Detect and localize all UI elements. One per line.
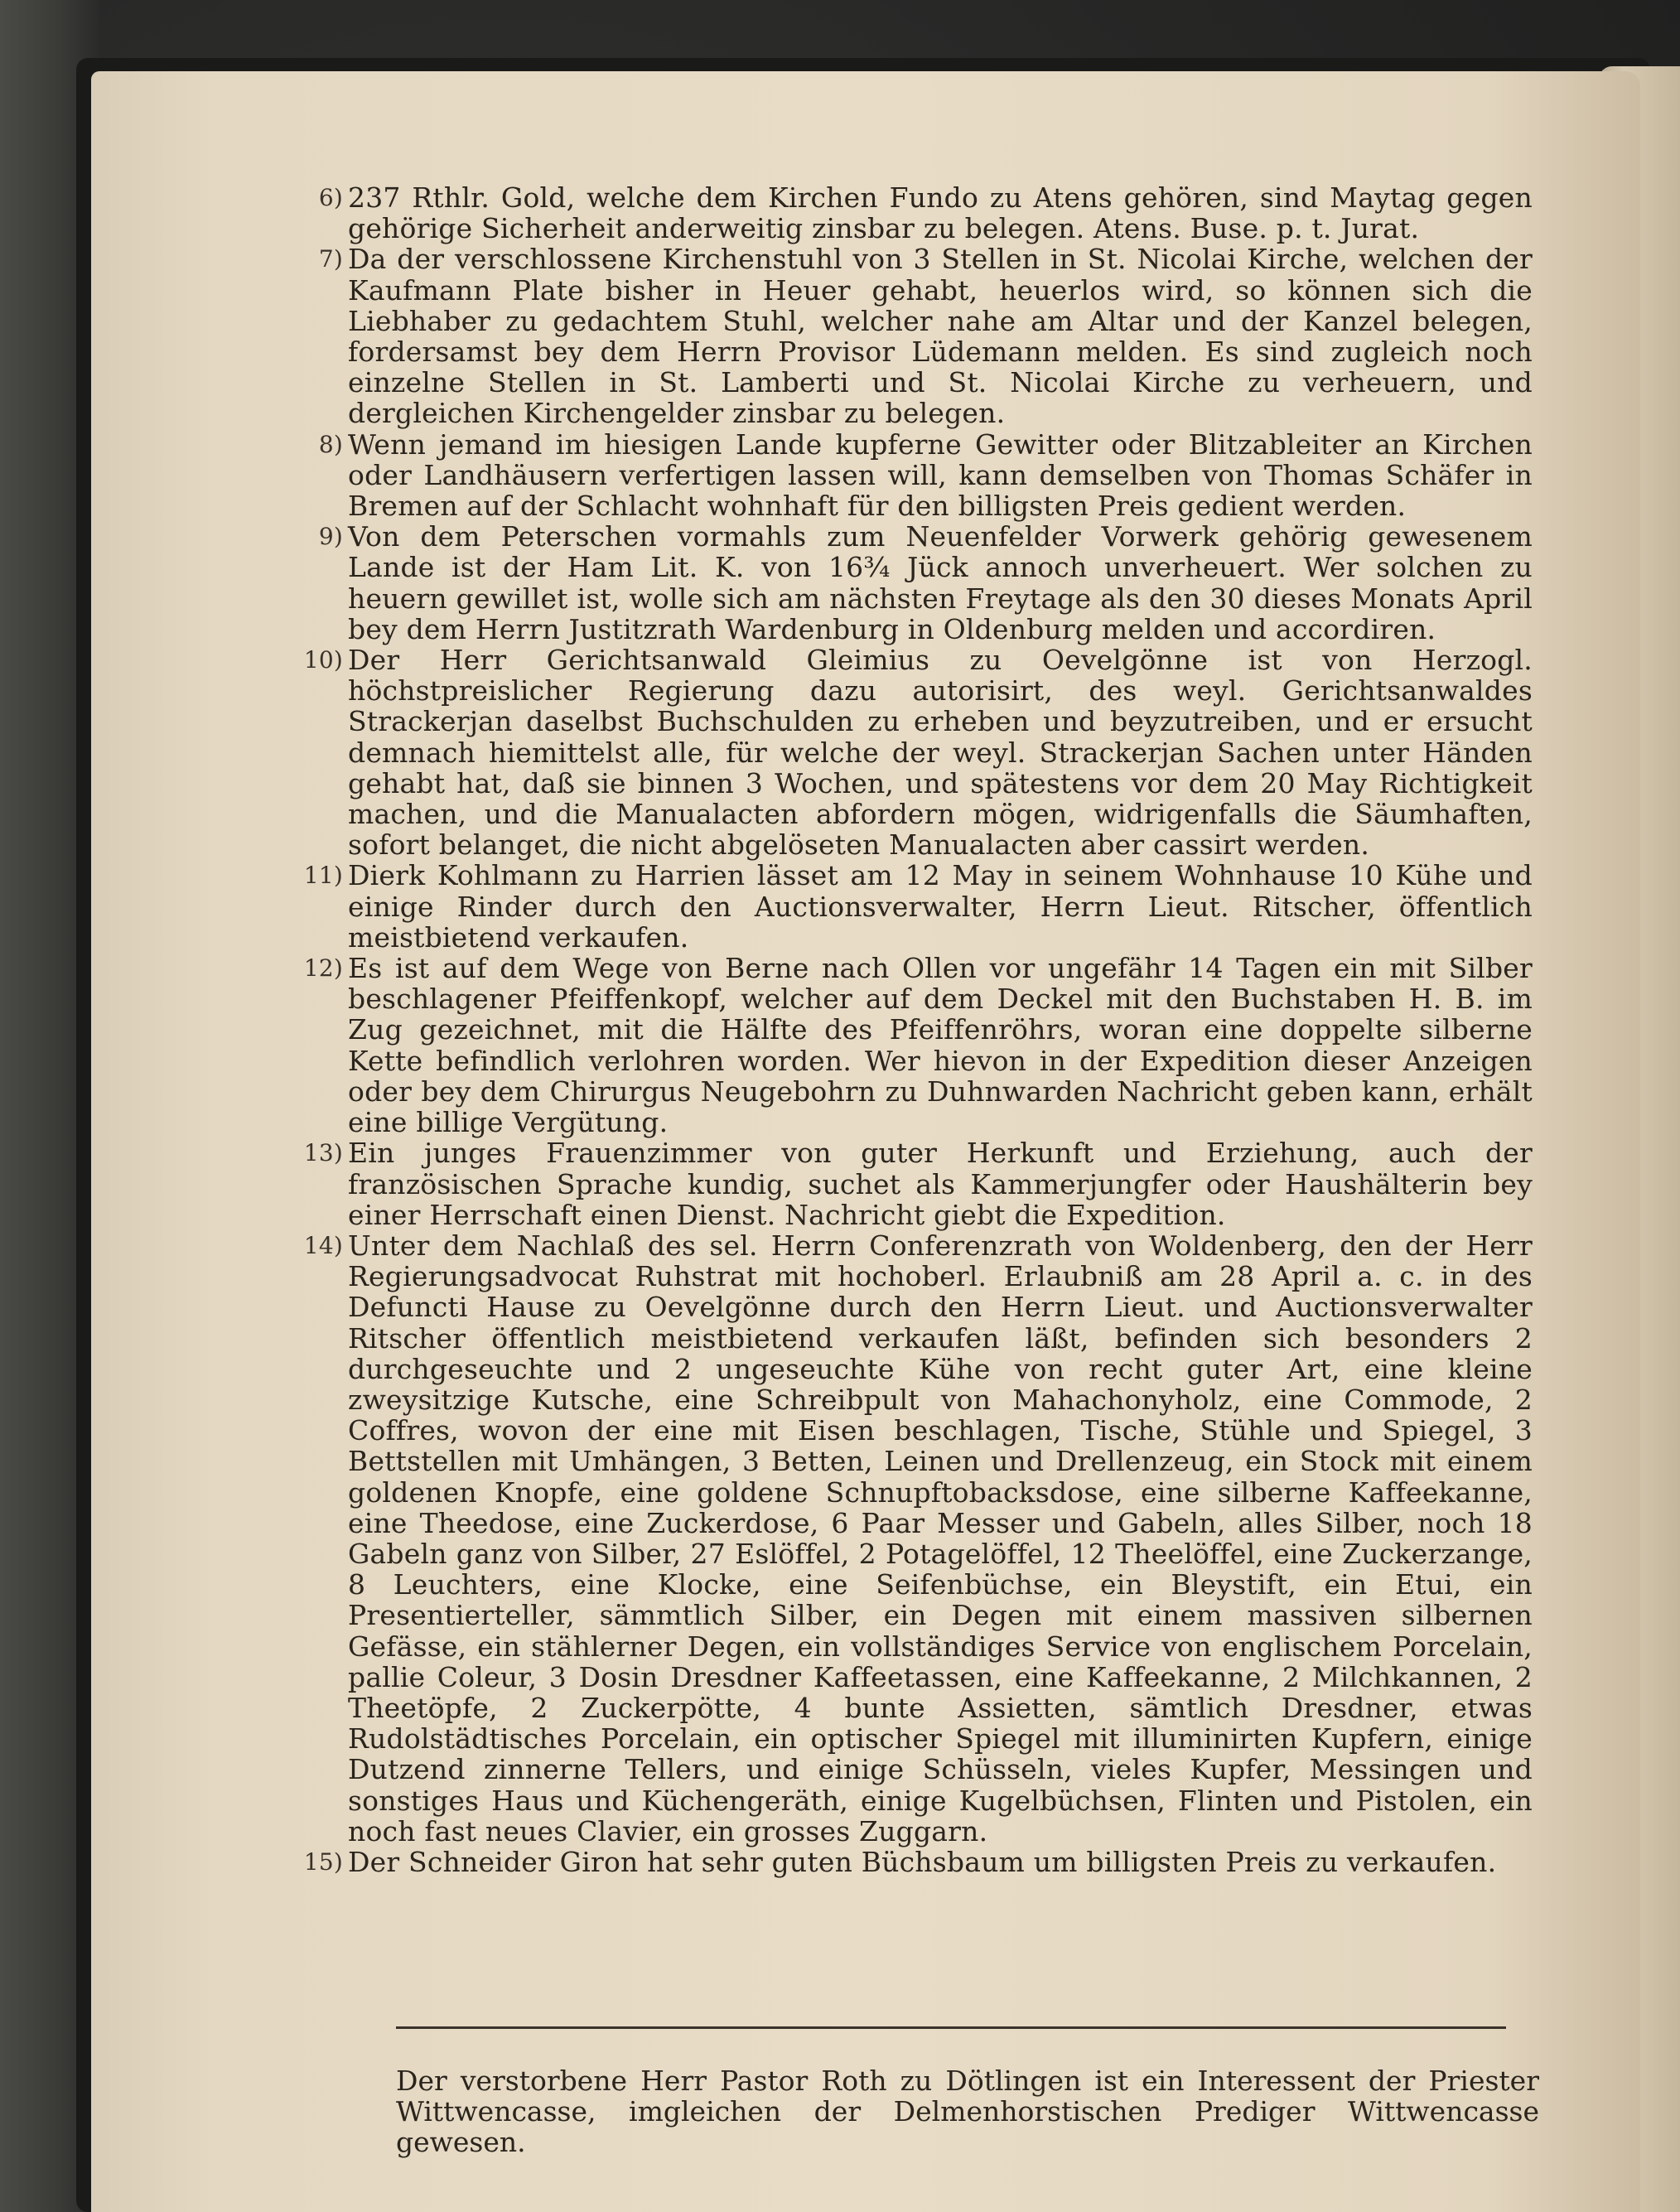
section-divider	[396, 2026, 1506, 2029]
entry-text: Von dem Peterschen vormahls zum Neuenfelder Vorwerk gehörig gewesenem Lande ist der Ham Lit. K. von 16¾ Jück annoch unverheuert. Wer solchen zu heuern gewillet ist, wolle sich am nächsten Freytage als den 30 dieses Monats April bey dem Herrn Justitzrath Wardenburg in Oldenburg melden und accordiren.	[348, 520, 1533, 645]
announcement-7	[318, 243, 1533, 430]
entry-text: Wenn jemand im hiesigen Lande kupferne Gewitter oder Blitzableiter an Kirchen oder Landhäusern verfertigen lassen will, kann demselben von Thomas Schäfer in Bremen auf der Schlacht wohnhaft für den billigsten Preis gedient werden.	[348, 427, 1533, 523]
announcement-8	[318, 427, 1533, 523]
announcement-11	[303, 859, 1533, 954]
announcement-9	[318, 520, 1533, 645]
announcement-list	[303, 181, 1533, 1878]
announcement-14	[303, 1229, 1533, 1847]
entry-text: Dierk Kohlmann zu Harrien lässet am 12 May in seinem Wohnhause 10 Kühe und einige Rinder durch den Auctionsverwalter, Herrn Lieut. Ritscher, öffentlich meistbietend verkaufen.	[348, 859, 1533, 954]
entry-number: 11)	[303, 862, 343, 890]
announcement-13	[303, 1137, 1533, 1231]
announcement-15	[303, 1845, 1533, 1878]
closing-notice: Der verstorbene Herr Pastor Roth zu Dötlingen ist ein Interessent der Priester Wittwencasse, imgleichen der Delmenhorstischen Prediger Wittwencasse gewesen.	[396, 2065, 1539, 2159]
entry-text: 237 Rthlr. Gold, welche dem Kirchen Fundo zu Atens gehören, sind Maytag gegen gehörige Sicherheit anderweitig zinsbar zu belegen. Atens. Buse. p. t. Jurat.	[348, 181, 1533, 245]
announcement-10	[303, 644, 1533, 862]
entry-number: 10)	[303, 646, 343, 674]
entry-text: Der Herr Gerichtsanwald Gleimius zu Oevelgönne ist von Herzogl. höchstpreislicher Regierung dazu autorisirt, des weyl. Gerichtsanwaldes Strackerjan daselbst Buchschulden zu erheben und beyzutreiben, und er ersucht demnach hiemittelst alle, für welche der weyl. Strackerjan Sachen unter Händen gehabt hat, daß sie binnen 3 Wochen, und spätestens vor dem 20 May Richtigkeit machen, und die Manualacten abfordern mögen, widrigenfalls die Säumhaften, sofort belanget, die nicht abgelöseten Manualacten aber cassirt werden.	[348, 644, 1533, 862]
entry-number: 6)	[318, 184, 343, 211]
entry-number: 7)	[318, 245, 343, 273]
entry-number: 15)	[303, 1847, 343, 1876]
entry-number: 12)	[303, 954, 343, 983]
entry-number: 13)	[303, 1139, 343, 1167]
entry-text: Es ist auf dem Wege von Berne nach Ollen vor ungefähr 14 Tagen ein mit Silber beschlagener Pfeiffenkopf, welcher auf dem Deckel mit den Buchstaben H. B. im Zug gezeichnet, mit die Hälfte des Pfeiffenröhrs, woran eine doppelte silberne Kette befindlich verlohren worden. Wer hievon in der Expedition dieser Anzeigen oder bey dem Chirurgus Neugebohrn zu Duhnwarden Nachricht geben kann, erhält eine billige Vergütung.	[348, 952, 1533, 1139]
announcement-12	[303, 952, 1533, 1139]
entry-number: 14)	[303, 1231, 343, 1259]
entry-text: Unter dem Nachlaß des sel. Herrn Conferenzrath von Woldenberg, den der Herr Regierungsadvocat Ruhstrat mit hochoberl. Erlaubniß am 28 April a. c. in des Defuncti Hause zu Oevelgönne durch den Herrn Lieut. und Auctionsverwalter Ritscher öffentlich meistbietend verkaufen läßt, befinden sich besonders 2 durchgeseuchte und 2 ungeseuchte Kühe von recht guter Art, eine kleine zweysitzige Kutsche, eine Schreibpult von Mahachonyholz, eine Commode, 2 Coffres, wovon der eine mit Eisen beschlagen, Tische, Stühle und Spiegel, 3 Bettstellen mit Umhängen, 3 Betten, Leinen und Drellenzeug, ein Stock mit einem goldenen Knopfe, eine goldene Schnupftobacksdose, eine silberne Kaffeekanne, eine Theedose, eine Zuckerdose, 6 Paar Messer und Gabeln, alles Silber, noch 18 Gabeln ganz von Silber, 27 Eslöffel, 2 Potagelöffel, 12 Theelöffel, eine Zuckerzange, 8 Leuchters, eine Klocke, eine Seifenbüchse, ein Bleystift, ein Etui, ein Presentierteller, sämmtlich Silber, ein Degen mit einem massiven silbernen Gefässe, ein stählerner Degen, ein vollständiges Service von englischem Porcelain, pallie Coleur, 3 Dosin Dresdner Kaffeetassen, eine Kaffeekanne, 2 Milchkannen, 2 Theetöpfe, 2 Zuckerpötte, 4 bunte Assietten, sämtlich Dresdner, etwas Rudolstädtisches Porcelain, ein optischer Spiegel mit illuminirten Kupfern, einige Dutzend zinnerne Tellers, und einige Schüsseln, vieles Kupfer, Messingen und sonstiges Haus und Küchengeräth, einige Kugelbüchsen, Flinten und Pistolen, ein noch fast neues Clavier, ein grosses Zuggarn.	[348, 1229, 1533, 1847]
entry-text: Da der verschlossene Kirchenstuhl von 3 Stellen in St. Nicolai Kirche, welchen der Kaufmann Plate bisher in Heuer gehabt, heuerlos wird, so können sich die Liebhaber zu gedachtem Stuhl, welcher nahe am Altar und der Kanzel belegen, fordersamst bey dem Herrn Provisor Lüdemann melden. Es sind zugleich noch einzelne Stellen in St. Lamberti und St. Nicolai Kirche zu verheuern, und dergleichen Kirchengelder zinsbar zu belegen.	[348, 243, 1533, 430]
entry-number: 8)	[318, 430, 343, 458]
announcement-6	[318, 181, 1533, 245]
entry-number: 9)	[318, 523, 343, 551]
entry-text: Ein junges Frauenzimmer von guter Herkunft und Erziehung, auch der französischen Sprache kundig, suchet als Kammerjungfer oder Haushälterin bey einer Herrschaft einen Dienst. Nachricht giebt die Expedition.	[348, 1137, 1533, 1231]
entry-text: Der Schneider Giron hat sehr guten Büchsbaum um billigsten Preis zu verkaufen.	[348, 1845, 1497, 1878]
